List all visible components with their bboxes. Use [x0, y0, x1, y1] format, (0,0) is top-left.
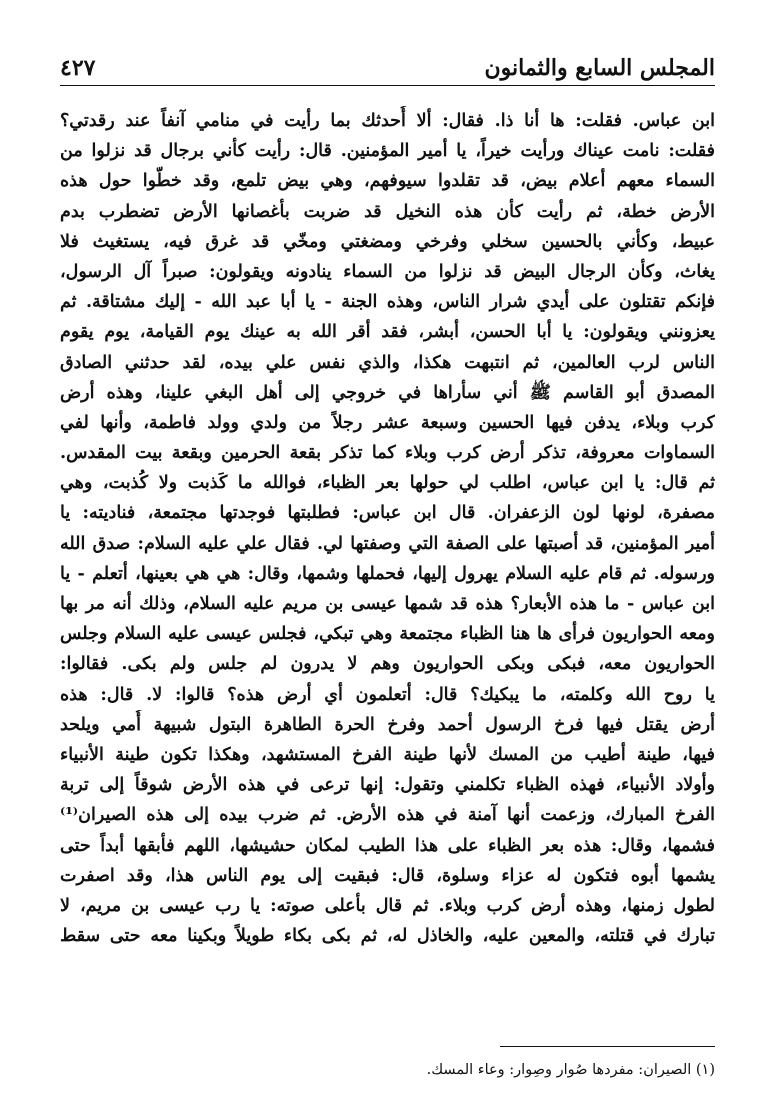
text-line: فقلت: نامت عيناك ورأيت خيراً، يا أمير المؤمنين. قال: رأيت كأني برجال قد نزلوا من: [60, 141, 715, 162]
page-header: [60, 50, 715, 86]
text-line: الفرخ المبارك، وزعمت أنها آمنة في هذه الأرض. ثم ضرب بيده إلى هذه الصيران⁽¹⁾: [60, 805, 715, 826]
text-line: وأولاد الأنبياء، فهذه الظباء تكلمني وتقول: إنها ترعى في هذه الأرض شوقاً إلى تربة: [60, 775, 715, 796]
text-line: فيها، طينة أطيب من المسك لأنها طينة الفرخ المستشهد، وهكذا تكون طينة الأنبياء: [60, 744, 715, 765]
text-line: ابن عباس - ما هذه الأبعار؟ هذه قد شمها عيسى بن مريم عليه السلام، وذلك أنه مر بها: [60, 594, 715, 614]
text-line: الناس لرب العالمين، ثم انتبهت هكذا، والذي نفس علي بيده، لقد حدثني الصادق: [60, 352, 715, 373]
text-line: يشمها أبوه فتكون له عزاء وسلوة، قال: فبقيت إلى يوم الناس هذا، وقد اصفرت: [60, 865, 715, 886]
text-line: يعزونني ويقولون: يا أبا الحسن، أبشر، فقد أقر الله به عينك يوم القيامة، يوم يقوم: [60, 322, 715, 343]
text-line: تبارك في قتلته، والمعين عليه، والخاذل له، ثم بكى بكاء طويلاً وبكينا معه حتى سقط: [60, 926, 715, 947]
text-line: عبيط، وكأني بالحسين سخلي وفرخي ومضغتي ومخّي قد غرق فيه، يستغيث فلا: [60, 231, 715, 252]
text-line: المصدق أبو القاسم ﷺ أني سأراها في خروجي إلى أهل البغي علينا، وهذه أرض: [60, 382, 715, 403]
text-line: ومعه الحواريون فرأى ها هنا الظباء مجتمعة وهي تبكي، فجلس عيسى عليه السلام وجلس: [60, 624, 715, 645]
footnote: (١) الصيران: مفردها صُوار وصِوار: وعاء المسك.: [426, 1062, 715, 1078]
main-text: [60, 106, 715, 1034]
text-line: فإنكم تقتلون على أيدي شرار الناس، وهذه الجنة - يا أبا عبد الله - إليك مشتاقة. ثم: [60, 292, 715, 313]
text-line: أرض يقتل فيها فرخ الرسول أحمد وفرخ الحرة الطاهرة البتول شبيهة أُمي ويلحد: [60, 714, 715, 735]
text-line: السماوات معروفة، تذكر أرض كرب وبلاء كما تذكر بقعة الحرمين وبقعة بيت المقدس.: [60, 443, 715, 464]
text-line: الحواريون معه، فبكى وبكى الحواريون وهم لا يدرون لم جلس ولم بكى. فقالوا:: [60, 654, 715, 675]
text-line: يا روح الله وكلمته، ما يبكيك؟ قال: أتعلمون أي أرض هذه؟ قالوا: لا. قال: هذه: [60, 684, 715, 705]
chapter-title: المجلس السابع والثمانون: [484, 55, 715, 81]
text-line: مصفرة، لونها لون الزعفران. قال ابن عباس: فطلبتها فوجدتها مجتمعة، فناديته: يا: [60, 503, 715, 524]
text-line: أمير المؤمنين، قد أصبتها على الصفة التي وصفتها لي. فقال علي عليه السلام: صدق الله: [60, 533, 715, 554]
footnote-divider: [500, 1046, 715, 1047]
text-line: ابن عباس. فقلت: ها أنا ذا. فقال: ألا أُحدثك بما رأيت في منامي آنفاً عند رقدتي؟: [60, 111, 715, 131]
text-line: كرب وبلاء، يدفن فيها الحسين وسبعة عشر رجلاً من ولدي وولد فاطمة، وأنها لفي: [60, 412, 715, 433]
text-line: ورسوله. ثم قام عليه السلام يهرول إليها، فحملها وشمها، وقال: هي هي بعينها، أتعلم - يا: [60, 563, 715, 584]
text-line: لطول زمنها، وهذه أرض كرب وبلاء. ثم قال بأعلى صوته: يا رب عيسى بن مريم، لا: [60, 895, 715, 916]
text-line: السماء معهم أعلام بيض، قد تقلدوا سيوفهم، وهي بيض تلمع، وقد خطّوا حول هذه: [60, 171, 715, 192]
text-line: يغاث، وكأن الرجال البيض قد نزلوا من السماء ينادونه ويقولون: صبراً آل الرسول،: [60, 261, 715, 282]
page-number: ٤٢٧: [60, 55, 96, 81]
text-line: ثم قال: يا ابن عباس، اطلب لي حولها بعر الظباء، فوالله ما كَذبت ولا كُذبت، وهي: [60, 473, 715, 494]
text-line: الأرض خطة، ثم رأيت كأن هذه النخيل قد ضربت بأغصانها الأرض تضطرب بدم: [60, 201, 715, 222]
text-line: فشمها، وقال: هذه بعر الظباء على هذا الطيب لمكان حشيشها، اللهم فأبقها أبداً حتى: [60, 835, 715, 856]
